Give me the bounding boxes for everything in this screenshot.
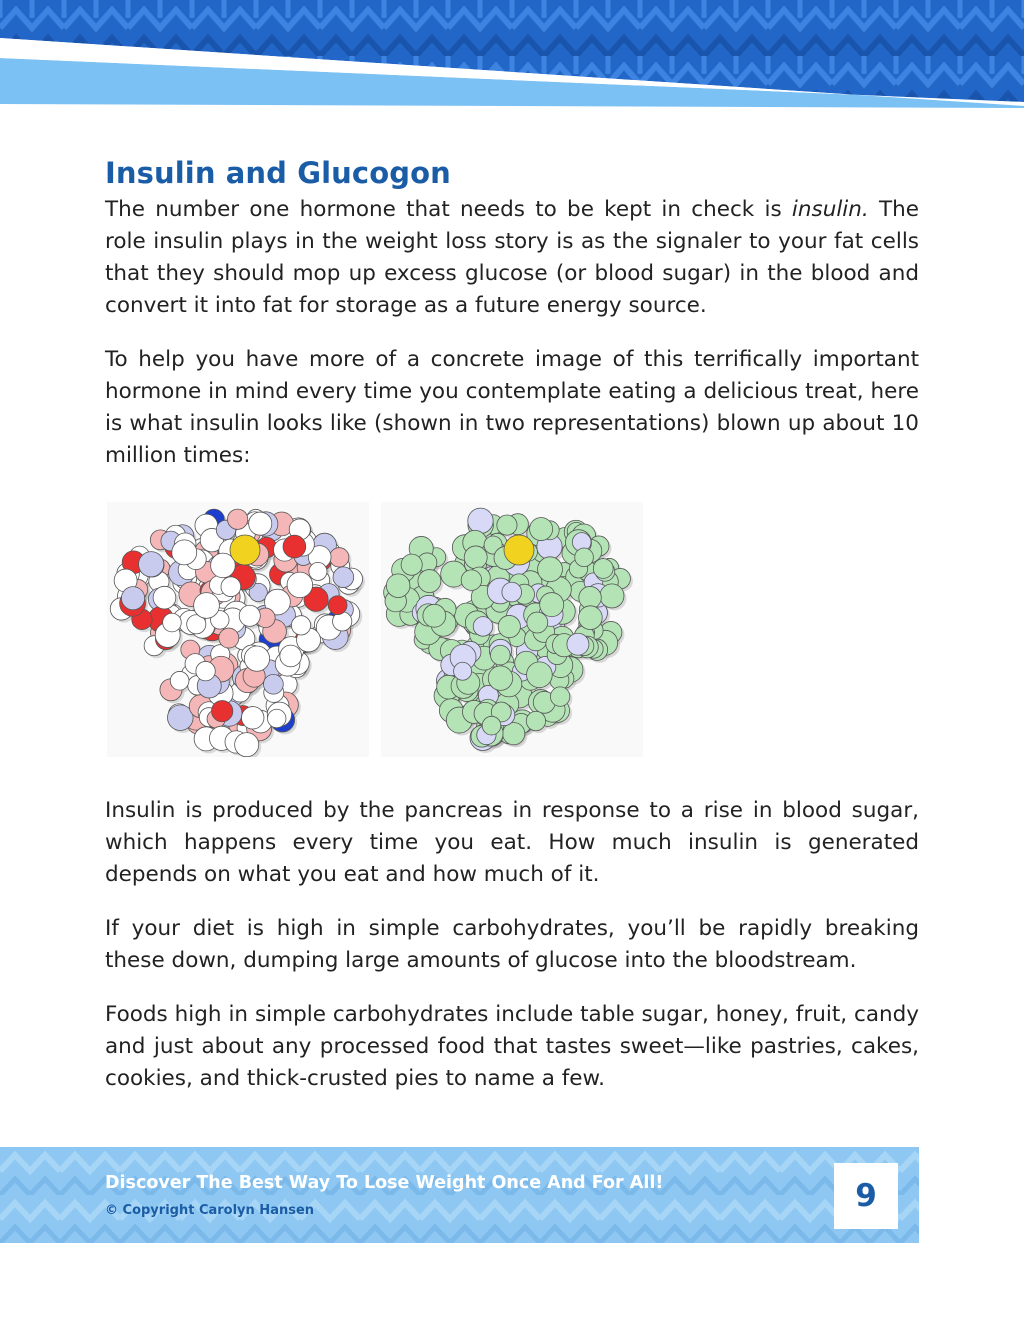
paragraph-pancreas: Insulin is produced by the pancreas in response to a rise in blood sugar, which happens every time you eat. How much insulin is generated depends on what you eat and how much of it. [105, 798, 919, 887]
paragraph-text: The role insulin plays in the weight loss story is as the signaler to your fat cells that they should mop up excess glucose (or blood sugar) in the blood and convert it into fat for storage as a future energy source. [105, 197, 919, 318]
paragraph-foods-list: Foods high in simple carbohydrates include table sugar, honey, fruit, candy and just about any processed food that tastes sweet—like pastries, cakes, cookies, and thick-crusted pies to name a few. [105, 1002, 919, 1091]
footer-banner [0, 1147, 919, 1243]
page-number: 9 [855, 1178, 877, 1214]
footer-book-title: Discover The Best Way To Lose Weight Once And For All! [105, 1173, 664, 1193]
footer-copyright: © Copyright Carolyn Hansen [105, 1203, 315, 1218]
paragraph-concrete-image: To help you have more of a concrete image of this terrifically important hormone in mind every time you contemplate eating a delicious treat, here is what insulin looks like (shown in two representations) blown up about 10 million times: [105, 347, 919, 468]
main-content [105, 156, 919, 1117]
insulin-molecule-right-image [381, 502, 643, 757]
paragraph-simple-carbs: If your diet is high in simple carbohydrates, you’ll be rapidly breaking these down, dumping large amounts of glucose into the bloodstream. [105, 916, 919, 973]
insulin-molecule-chain-colored [381, 502, 643, 757]
insulin-emphasis: insulin. [791, 197, 869, 222]
insulin-molecule-atom-colored [107, 502, 369, 757]
paragraph-text: The number one hormone that needs to be kept in check is [105, 197, 792, 222]
section-heading: Insulin and Glucogon [105, 156, 451, 190]
paragraph-insulin-role [105, 194, 919, 322]
page-number-box [834, 1163, 898, 1229]
insulin-molecule-left-image [107, 502, 369, 757]
insulin-figure [107, 502, 919, 757]
footer-pattern [0, 1147, 919, 1243]
header-banner [0, 0, 1024, 112]
